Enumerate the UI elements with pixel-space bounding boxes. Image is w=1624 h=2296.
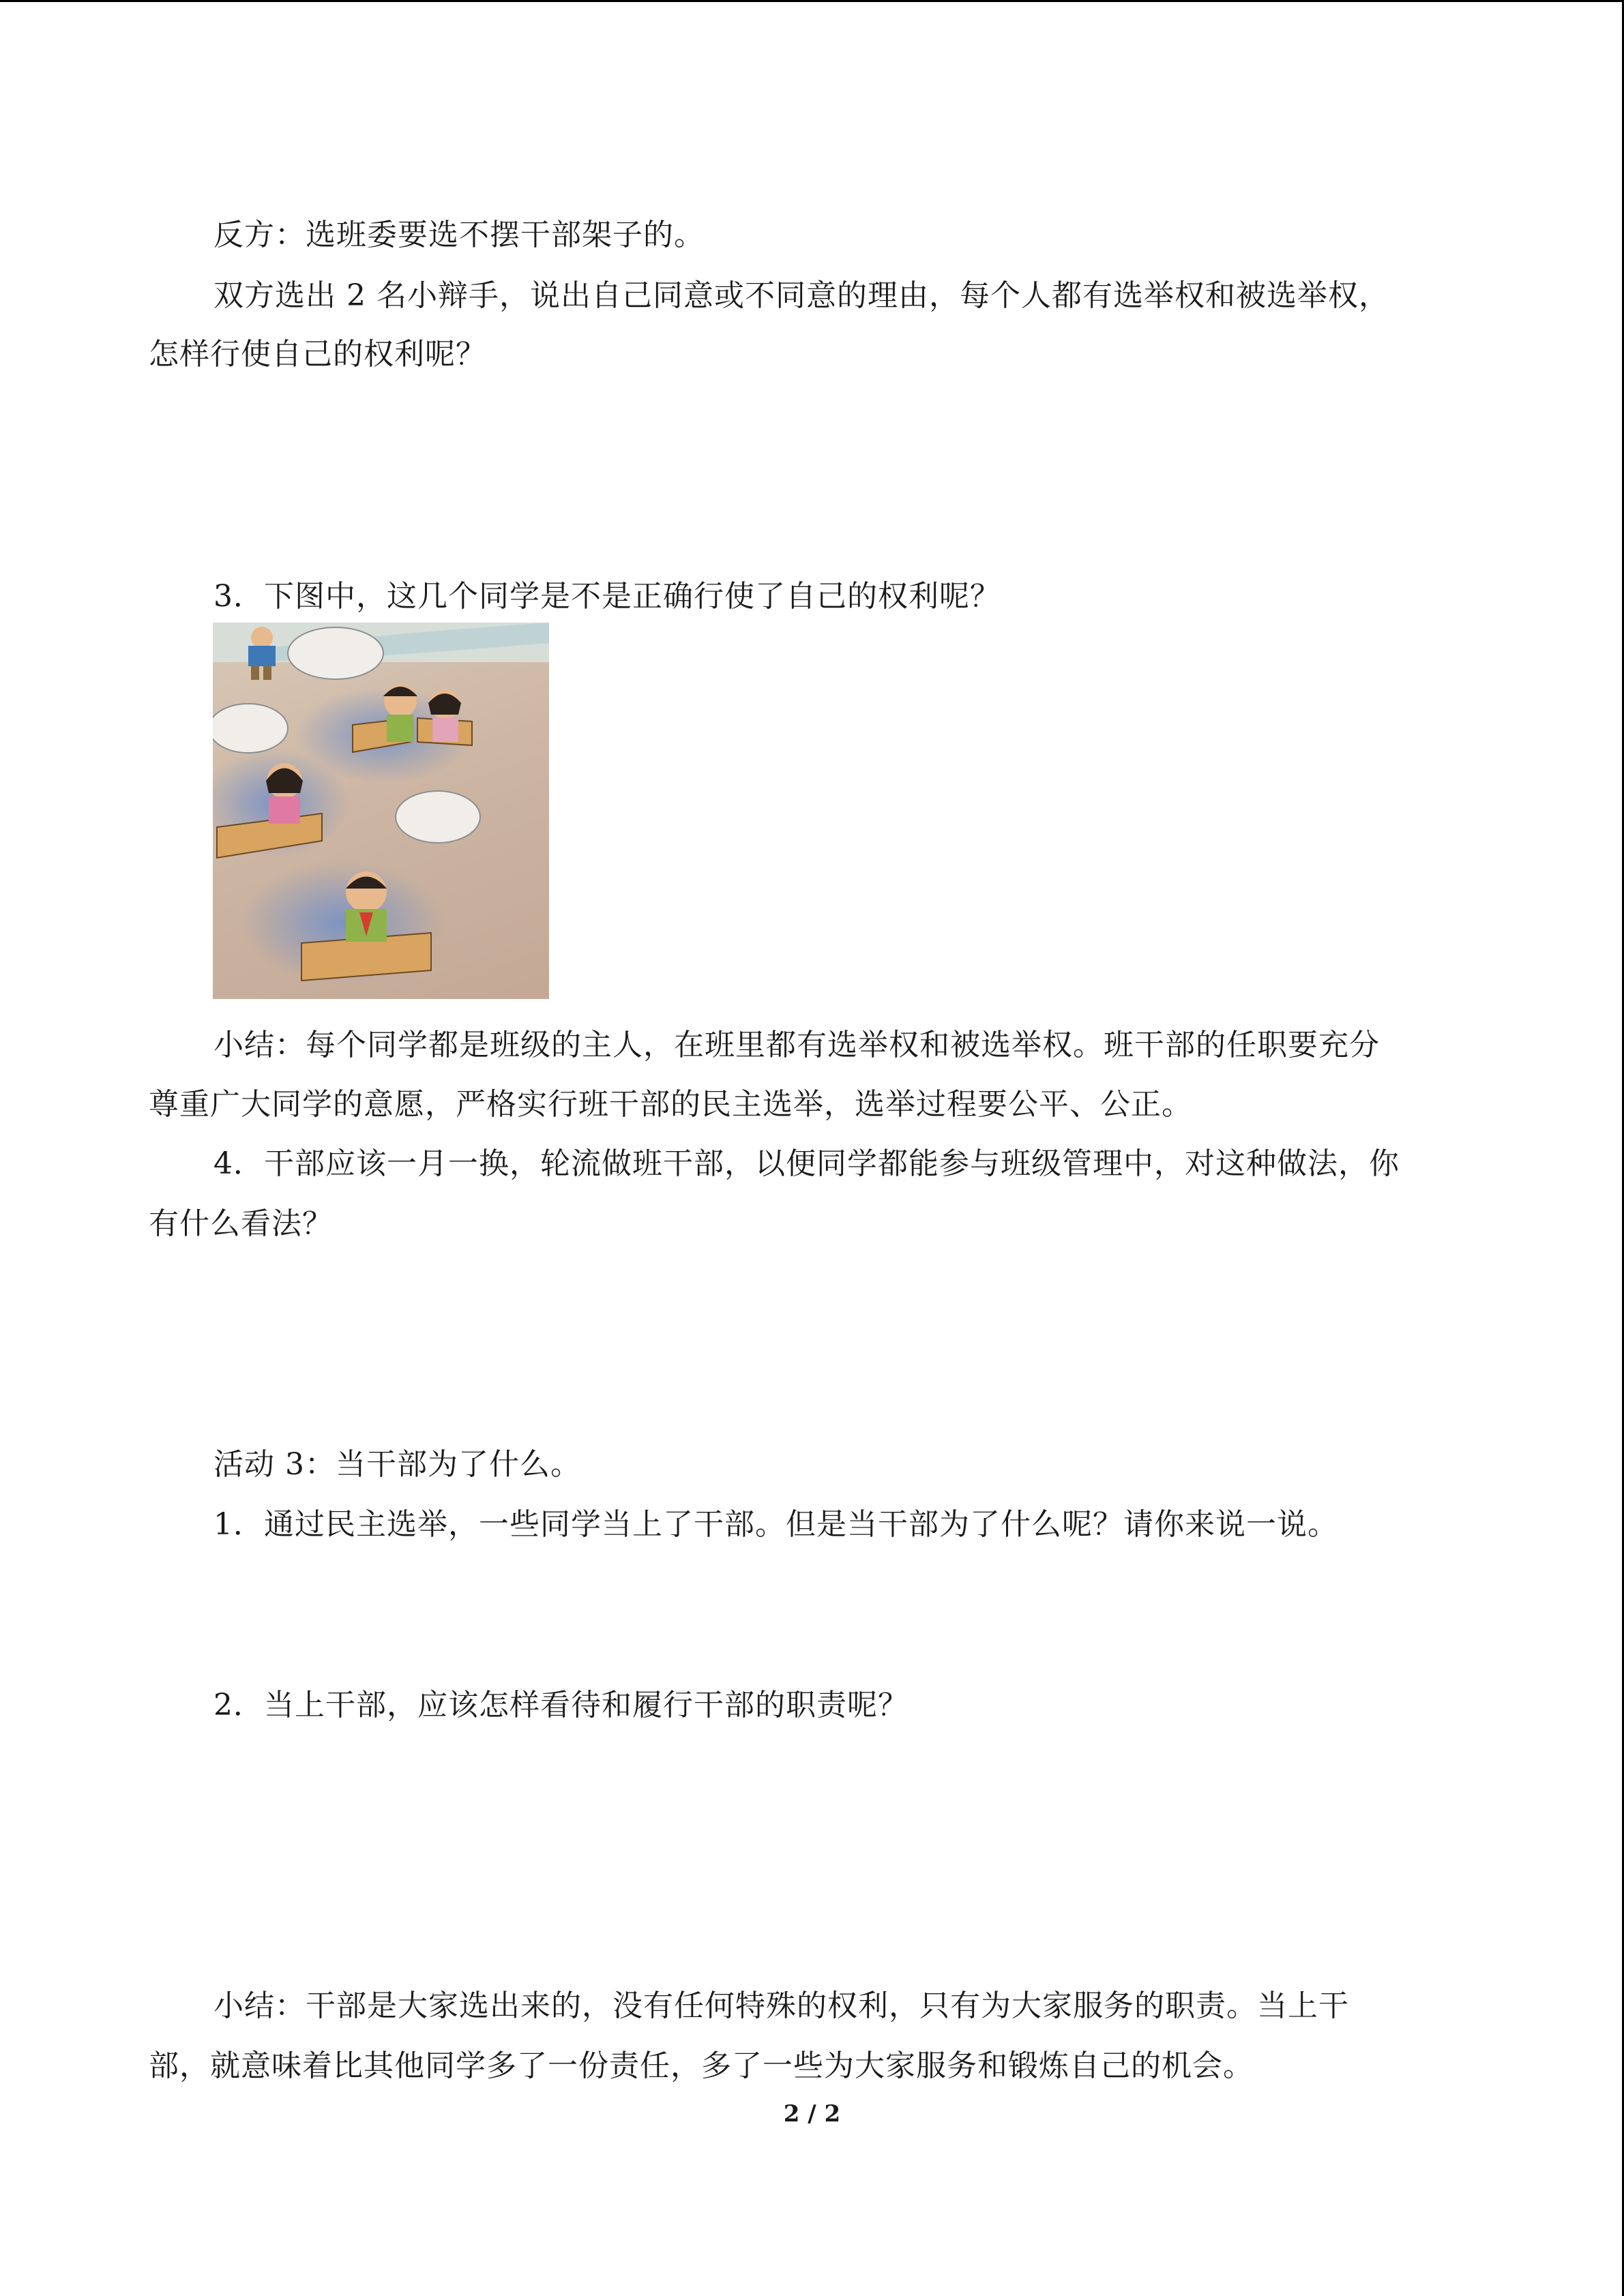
question-4-cont: 有什么看法？: [149, 1206, 333, 1241]
question-3: 3．下图中，这几个同学是不是正确行使了自己的权利呢？: [213, 579, 1001, 614]
page-number: 2 / 2: [783, 2100, 841, 2128]
summary-1-cont: 尊重广大同学的意愿，严格实行班干部的民主选举，选举过程要公平、公正。: [149, 1087, 1192, 1122]
paragraph-debaters-cont: 怎样行使自己的权利呢？: [149, 337, 486, 372]
summary-2-cont: 部，就意味着比其他同学多了一份责任，多了一些为大家服务和锻炼自己的机会。: [149, 2048, 1254, 2083]
paragraph-debaters: 双方选出 2 名小辩手，说出自己同意或不同意的理由，每个人都有选举权和被选举权，: [213, 278, 1389, 313]
question-4: 4．干部应该一月一换，轮流做班干部，以便同学都能参与班级管理中，对这种做法，你: [213, 1146, 1400, 1181]
classroom-illustration: [213, 623, 549, 999]
activity-3-heading: 活动 3：当干部为了什么。: [213, 1447, 581, 1482]
activity-3-question-1: 1．通过民主选举，一些同学当上了干部。但是当干部为了什么呢？请你来说一说。: [213, 1507, 1338, 1542]
activity-3-question-2: 2．当上干部，应该怎样看待和履行干部的职责呢？: [213, 1688, 909, 1723]
summary-1: 小结：每个同学都是班级的主人，在班里都有选举权和被选举权。班干部的任职要充分: [213, 1028, 1380, 1062]
summary-2: 小结：干部是大家选出来的，没有任何特殊的权利，只有为大家服务的职责。当上干: [213, 1988, 1349, 2023]
paragraph-opposing-side: 反方：选班委要选不摆干部架子的。: [213, 218, 705, 252]
top-border: [0, 0, 1624, 2]
